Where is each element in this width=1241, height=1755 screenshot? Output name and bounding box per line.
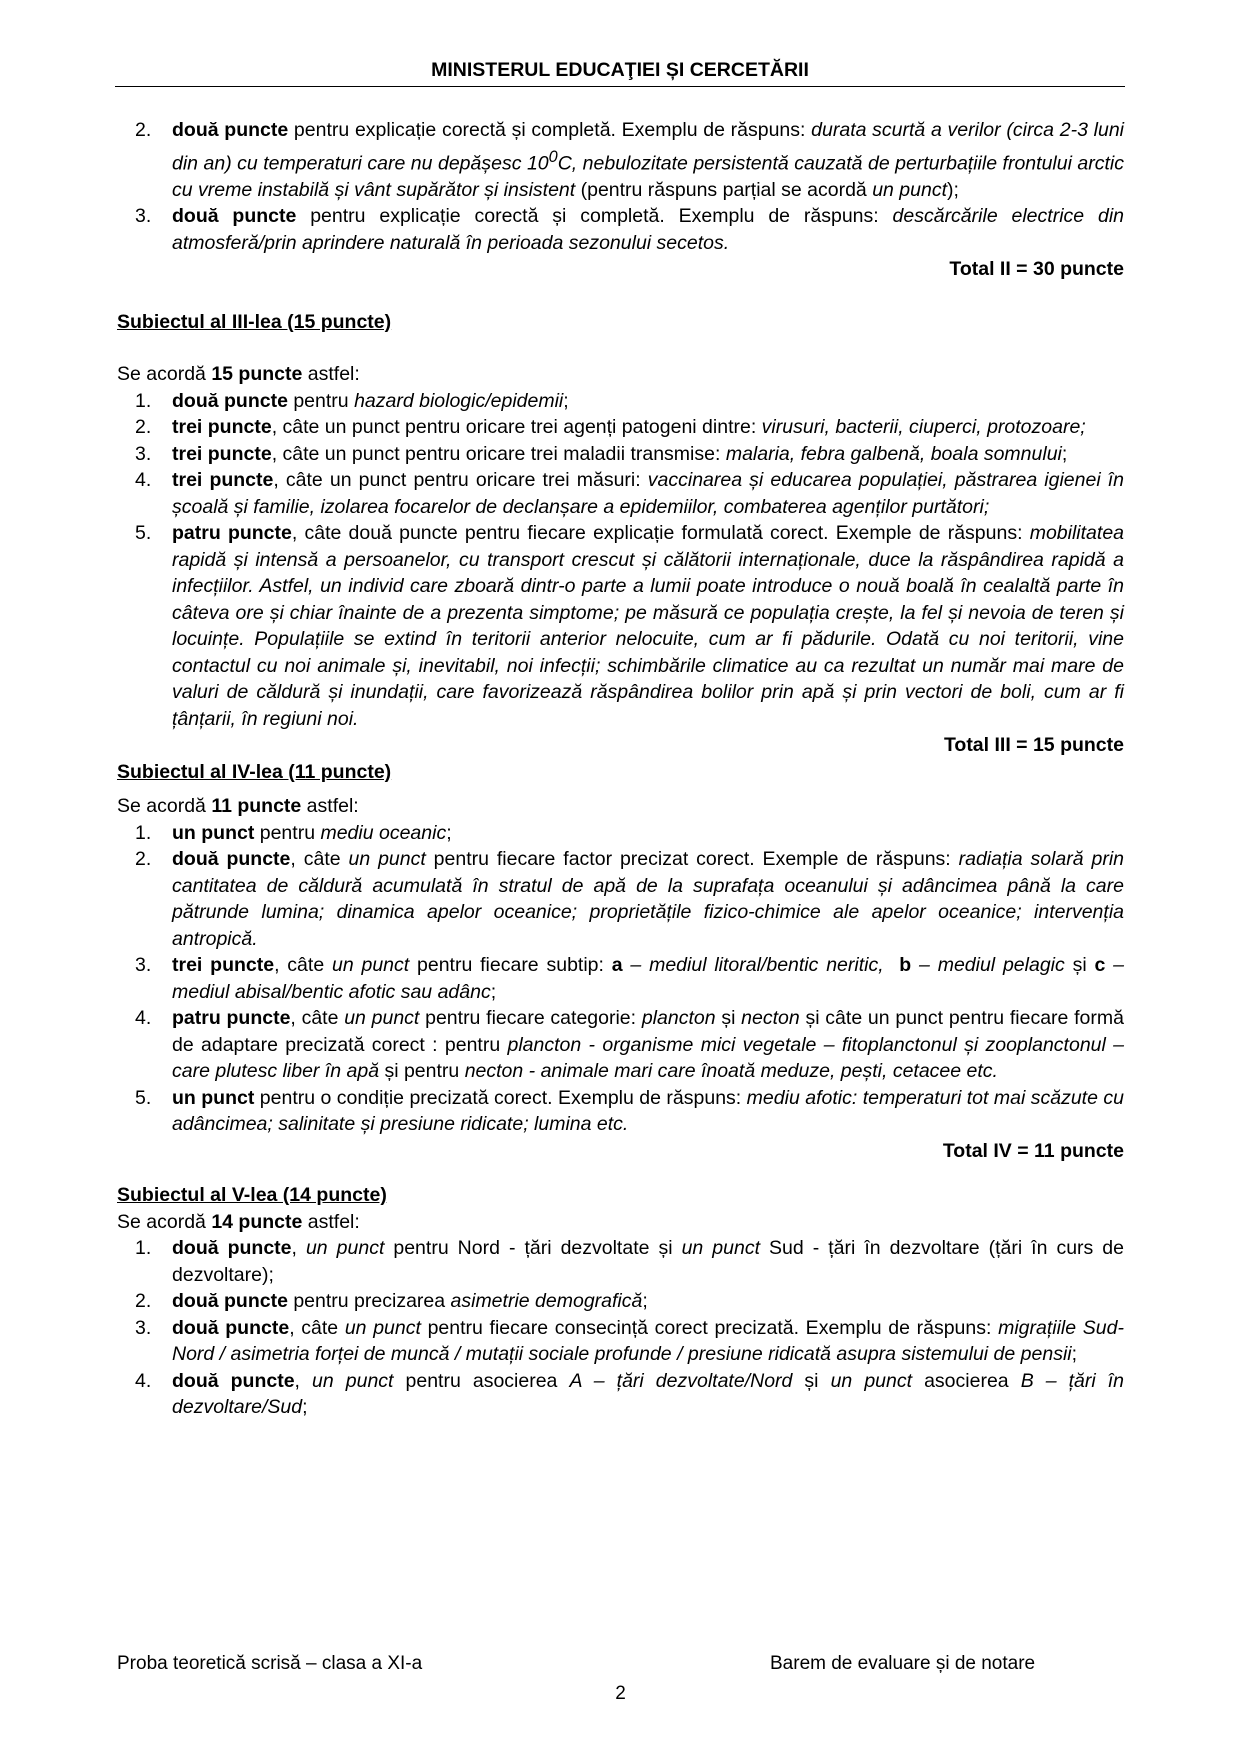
total-iv: Total IV = 11 puncte bbox=[942, 1139, 1124, 1162]
s4-item-5: 5. un punct pentru o condiție precizată corect. Exemplu de răspuns: mediu afotic: temperaturi tot mai scăzute cu adâncimea; salinitate și presiune ridicate; lumina etc. bbox=[135, 1086, 1124, 1135]
s4-item-2: 2. două puncte, câte un punct pentru fiecare factor precizat corect. Exemple de răspuns: radiația solară prin cantitatea de căldură acumulată în stratul de apă de la suprafața oceanului și adâncimea până la care pătrunde lumina; dinamica apelor oceanice; proprietățile fizico-chimice ale apelor oceanice; intervenția antropică. bbox=[135, 848, 1124, 950]
page-number: 2 bbox=[615, 1683, 626, 1704]
total-ii: Total II = 30 puncte bbox=[949, 258, 1124, 280]
heading-subject-iv: Subiectul al IV-lea (11 puncte) bbox=[117, 760, 392, 783]
s3-item-5: 5. patru puncte, câte două puncte pentru fiecare explicație formulată corect. Exemple de răspuns: mobilitatea rapidă și intensă a persoanelor, cu transport crescut și călătorii internaționale, duce la răspândirea rapidă a infecțiilor. Astfel, un individ care zboară dintr-o parte a lumii poate introduce o nouă boală în cealaltă parte în câteva ore și chiar înainte de a prezenta simptome; pe măsură ce populația crește, la fel și nevoia de teren și locuințe. Populațiile se extind în teritorii anterior nelocuite, cum ar fi pădurile. Odată cu noi teritorii, vine contactul cu noi animale și, inevitabil, noi infecții; schimbările climatice au ca rezultat un număr mai mare de valuri de căldură și inundații, care favorizează răspândirea bolilor prin apă și prin vectori de boli, cum ar fi țânțarii, în regiuni noi. bbox=[135, 522, 1125, 730]
s3-item-1: 1. două puncte pentru hazard biologic/epidemii; bbox=[135, 389, 569, 412]
s5-item-2: 2. două puncte pentru precizarea asimetrie demografică; bbox=[135, 1290, 648, 1312]
s4-item-1: 1. un punct pentru mediu oceanic; bbox=[135, 821, 452, 844]
s2-item-3: 3. două puncte pentru explicație corectă și completă. Exemplu de răspuns: descărcările electrice din atmosferă/prin aprindere naturală în perioada sezonului secetos. bbox=[135, 205, 1124, 254]
s3-intro: Se acordă 15 puncte astfel: bbox=[117, 363, 360, 385]
s5-item-4: 4. două puncte, un punct pentru asocierea A – țări dezvoltate/Nord și un punct asocierea B – țări în dezvoltare/Sud; bbox=[135, 1369, 1125, 1418]
s5-intro: Se acordă 14 puncte astfel: bbox=[117, 1210, 360, 1233]
footer-exam-name: Proba teoretică scrisă – clasa a XI-a bbox=[117, 1653, 423, 1674]
s3-item-4: 4. trei puncte, câte un punct pentru oricare trei măsuri: vaccinarea și educarea populației, păstrarea igienei în școală și familie, izolarea focarelor de declanșare a epidemiilor, combaterea agenților purtători; bbox=[135, 469, 1125, 518]
s3-item-2: 2. trei puncte, câte un punct pentru oricare trei agenți patogeni dintre: virusuri, bacterii, ciuperci, protozoare; bbox=[135, 416, 1086, 438]
total-iii: Total III = 15 puncte bbox=[943, 734, 1124, 756]
s5-item-3: 3. două puncte, câte un punct pentru fiecare consecință corect precizată. Exemplu de răspuns: migrațiile Sud-Nord / asimetria forței de muncă / mutații sociale profunde / presiune ridicată asupra sistemului de pensii; bbox=[135, 1316, 1124, 1365]
s5-item-1: 1. două puncte, un punct pentru Nord - țări dezvoltate și un punct Sud - țări în dezvoltare (țări în curs de dezvoltare); bbox=[135, 1237, 1124, 1286]
document-body bbox=[117, 117, 1124, 1421]
s2-item-2: 2. două puncte pentru explicație corectă și completă. Exemplu de răspuns: durata scurtă a verilor (circa 2-3 luni din an) cu temperaturi care nu depășesc $10^0C$, nebulozitate persistentă cauzată de perturbațiile frontului arctic cu vreme instabilă și vânt supărător și insistent (pentru răspuns parțial se acordă un punct); bbox=[135, 119, 1124, 201]
page-header: MINISTERUL EDUCAŢIEI ȘI CERCETĂRII bbox=[431, 59, 809, 81]
s4-intro: Se acordă 11 puncte astfel: bbox=[117, 795, 359, 817]
heading-subject-v: Subiectul al V-lea (14 puncte) bbox=[117, 1184, 387, 1206]
footer-doc-type: Barem de evaluare și de notare bbox=[770, 1653, 1036, 1674]
s4-item-4: 4. patru puncte, câte un punct pentru fiecare categorie: plancton și necton și câte un punct pentru fiecare formă de adaptare precizată corect : pentru plancton - organisme mici vegetale – fitoplanctonul și zooplanctonul – care plutesc liber în apă și pentru necton - animale mari care înoată meduze, pești, cetacee etc. bbox=[135, 1007, 1124, 1082]
s3-item-3: 3. trei puncte, câte un punct pentru oricare trei maladii transmise: malaria, febra galbenă, boala somnului; bbox=[135, 442, 1068, 465]
s4-item-3: 3. trei puncte, câte un punct pentru fiecare subtip: a – mediul litoral/bentic neritic, b – mediul pelagic și c – mediul abisal/bentic afotic sau adânc; bbox=[135, 954, 1124, 1003]
heading-subject-iii: Subiectul al III-lea (15 puncte) bbox=[117, 310, 392, 333]
header-divider bbox=[115, 86, 1125, 87]
